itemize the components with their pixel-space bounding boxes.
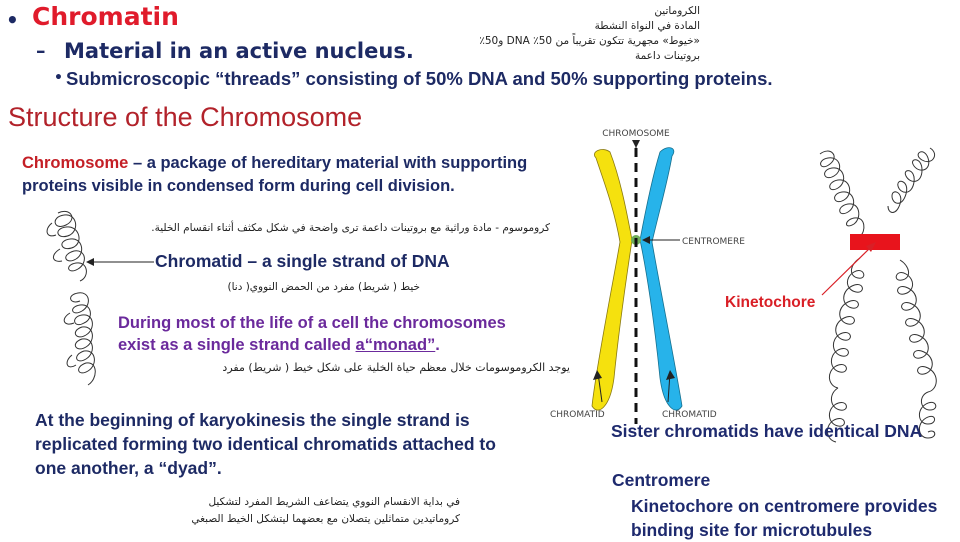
chromatid-squiggle-illustration (30, 205, 160, 405)
chromatin-dash: – (36, 40, 46, 62)
chromatin-arabic-line: الكروماتين (654, 5, 700, 17)
kinetochore-note (631, 494, 937, 542)
karyo-arabic-line1: في بداية الانقسام النووي يتضاعف الشريط المفرد لتشكيل (208, 496, 460, 508)
chromatin-sub-bullet: • (54, 70, 63, 86)
karyo-arabic (160, 494, 460, 528)
chromosome-definition-rest: – a package of hereditary material with supporting (128, 154, 528, 172)
chromatin-arabic-line: المادة في النواة النشطة (594, 20, 700, 32)
centromere-heading: Centromere (612, 470, 711, 490)
kinetochore-block (850, 234, 900, 250)
left-chromatid-shape (592, 150, 632, 411)
sister-chromatids-note: Sister chromatids have identical DNA (611, 421, 923, 441)
dyad-coils (820, 148, 936, 442)
karyo-line2: replicated forming two identical chromatids attached to (35, 434, 496, 454)
chromosome-definition-line1 (22, 152, 527, 175)
kinetochore-note-line2: binding site for microtubules (631, 520, 873, 540)
chromatin-sub-text: Submicroscopic “threads” consisting of 50% DNA and 50% supporting proteins. (66, 68, 773, 89)
chromatin-title: Chromatin (32, 2, 179, 31)
label-chromatid-right: CHROMATID (662, 410, 717, 420)
monad-word: a“monad” (355, 336, 436, 354)
section-title: Structure of the Chromosome (8, 102, 363, 132)
monad-line2 (118, 334, 506, 356)
chromatin-arabic (430, 4, 700, 64)
chromosome-pointer-arrowhead (632, 140, 640, 148)
chromosome-definition-line2: proteins visible in condensed form during cell division. (22, 177, 455, 195)
monad-line2-suffix: . (435, 336, 440, 354)
monad-line2-prefix: exist as a single strand called (118, 336, 356, 354)
chromatid-pointer-arrowhead (86, 258, 94, 266)
squiggle-coils (47, 211, 95, 385)
karyo-line3: one another, a “dyad”. (35, 458, 222, 478)
chromatin-bullet: • (6, 8, 19, 32)
monad-statement (118, 312, 506, 356)
chromosome-term: Chromosome (22, 154, 129, 172)
chromatin-arabic-line: «خيوط» مجهرية تتكون تقريباً من 50٪ DNA و50٪ (479, 35, 700, 47)
karyo-line1: At the beginning of karyokinesis the single strand is (35, 410, 470, 430)
label-chromosome: CHROMOSOME (602, 129, 670, 139)
chromosome-arabic: كروموسوم - مادة وراثية مع بروتينات داعمة ترى واضحة في شكل مكثف أثناء انقسام الخلية. (151, 222, 550, 234)
kinetochore-label: Kinetochore (725, 294, 816, 311)
chromatin-arabic-line: بروتينات داعمة (634, 50, 700, 62)
chromatid-definition: Chromatid – a single strand of DNA (155, 251, 450, 271)
label-chromatid-left: CHROMATID (550, 410, 605, 420)
chromosome-definition (22, 152, 527, 198)
right-chromatid-shape (640, 148, 682, 410)
label-centromere: CENTROMERE (682, 237, 745, 247)
chromatin-sub-label: Material in an active nucleus. (64, 39, 414, 63)
chromosome-diagram (540, 118, 745, 428)
kinetochore-note-line1: Kinetochore on centromere provides (631, 496, 938, 516)
chromatid-arabic: خيط ( شريط) مفرد من الحمض النووي( دنا) (227, 281, 420, 293)
karyo-arabic-line2: كروماتيدين متماثلين يتصلان مع بعضهما ليتشكل الخيط الصبغي (191, 513, 460, 525)
kinetochore-pointer-line (822, 246, 872, 295)
karyokinesis-statement (35, 408, 496, 480)
monad-arabic: يوجد الكروموسومات خلال معظم حياة الخلية على شكل خيط ( شريط) مفرد (222, 361, 570, 374)
dyad-chromosome-illustration (800, 140, 960, 540)
monad-line1: During most of the life of a cell the chromosomes (118, 314, 506, 332)
